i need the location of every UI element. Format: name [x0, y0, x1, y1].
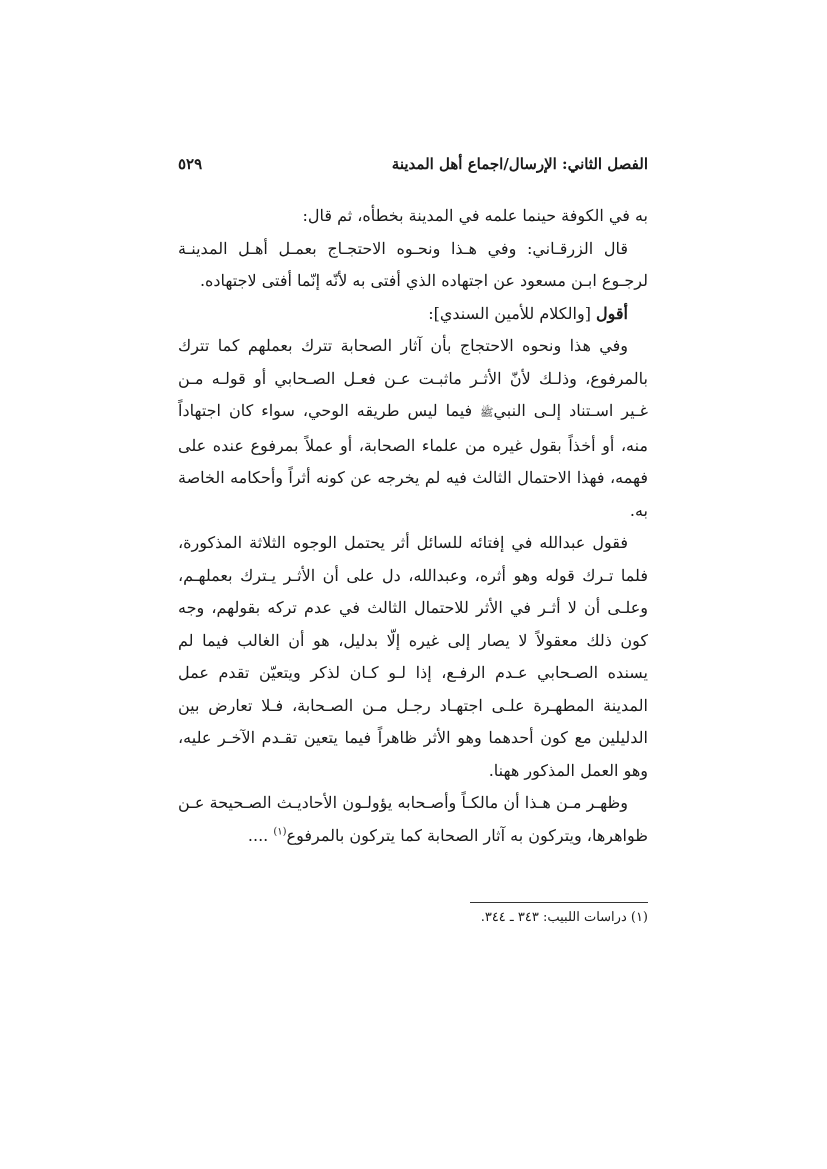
paragraph-6	[178, 787, 648, 852]
main-text	[178, 200, 648, 852]
paragraph-4-part-a: وفي هذا ونحوه الاحتجاج بأن آثار الصحابة تترك بعملهم كما تترك بالمرفوع، وذلـك لأنّ الأثـر ماثبـت عـن فعـل الصـحابي أو قولـه مـن غـير اسـتناد إلـى النبي	[178, 336, 648, 420]
paragraph-2: قال الزرقـاني: وفي هـذا ونحـوه الاحتجـاج بعمـل أهـل المدينـة لرجـوع ابـن مسعود عن اجتهاده الذي أفتى به لأنّه إنّما أفتى لاجتهاده.	[178, 238, 648, 290]
paragraph-3	[178, 298, 648, 331]
footnote-reference[interactable]: (١)	[273, 826, 287, 838]
paragraph-1: به في الكوفة حينما علمه في المدينة بخطأه، ثم قال:	[302, 206, 648, 225]
footnote: (١) دراسات اللبيب: ٣٤٣ ـ ٣٤٤.	[480, 910, 648, 925]
page-number: ٥٢٩	[178, 155, 203, 173]
footnote-divider	[470, 902, 648, 903]
paragraph-4-part-b: فيما ليس طريقه الوحي، سواء كان اجتهاداً منه، أو أخذاً بقول غيره من علماء الصحابة، أو عملاً بمرفوع عنده على فهمه، فهذا الاحتمال الثالث فيه لم يخرجه عن كونه أثراً وأحكامه الخاصة به.	[178, 401, 648, 520]
running-header	[178, 155, 648, 185]
honorific-glyph: ﷺ	[480, 406, 494, 419]
chapter-title: الفصل الثاني: الإرسال/اجماع أهل المدينة	[391, 155, 648, 173]
paragraph-5: فقول عبدالله في إفتائه للسائل أثر يحتمل الوجوه الثلاثة المذكورة، فلما تـرك قوله وهو أثره، وعبدالله، دل على أن الأثـر يـترك بعملهـم، وعلـى أن لا أثـر في الأثر للاحتمال الثالث في عدم تركه بقولهم، وجه كون ذلك معقولاً لا يصار إلى غيره إلّا بدليل، هو أن الغالب فيما لم يسنده الصـحابي عـدم الرفـع، إذا لـو كـان لذكر ويتعيّن تقدم عمل المدينة المطهـرة علـى اجتهـاد رجـل مـن الصـحابة، فـلا تعارض بين الدليلين مع كون أحدهما وهو الأثر ظاهراً فيما يتعين تقـدم الآخـر عليه، وهو العمل المذكور ههنا.	[178, 533, 648, 780]
paragraph-6-part-a: وظهـر مـن هـذا أن مالكـاً وأصـحابه يؤولـون الأحاديـث الصـحيحة عـن ظواهرها، ويتركون به آثار الصحابة كما يتركون بالمرفوع	[178, 793, 648, 845]
akul-label: أقول	[596, 303, 628, 323]
paragraph-4	[178, 330, 648, 527]
akul-rest: [والكلام للأمين السندي]:	[428, 303, 597, 323]
paragraph-6-part-b: ....	[247, 825, 274, 845]
